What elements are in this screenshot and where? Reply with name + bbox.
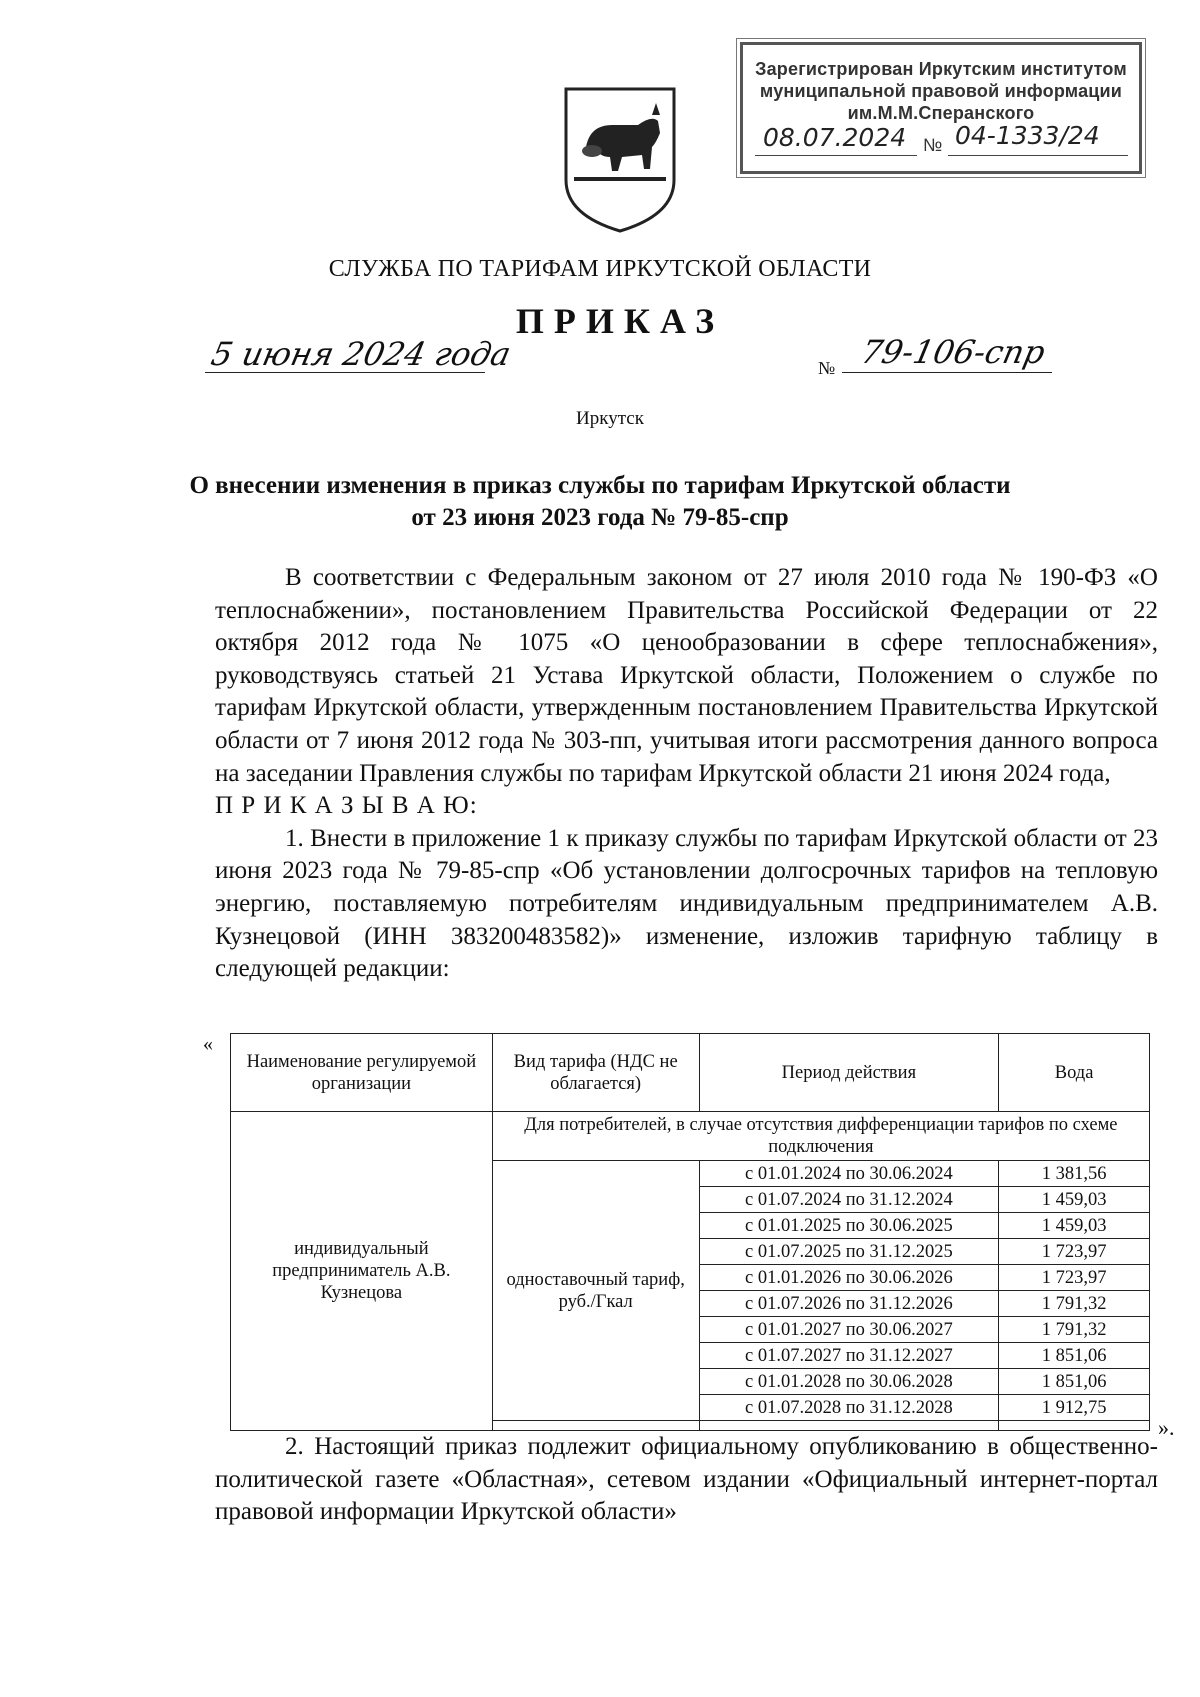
period-cell: с 01.07.2027 по 31.12.2027	[699, 1343, 999, 1369]
period-cell: с 01.01.2028 по 30.06.2028	[699, 1369, 999, 1395]
period-cell: с 01.01.2025 по 30.06.2025	[699, 1213, 999, 1239]
period-cell: с 01.07.2028 по 31.12.2028	[699, 1395, 999, 1421]
table-group-row	[231, 1112, 1150, 1161]
order-date-underline	[205, 372, 485, 373]
period-cell: с 01.07.2026 по 31.12.2026	[699, 1291, 999, 1317]
quote-open: «	[203, 1033, 213, 1055]
value-cell: 1 381,56	[999, 1161, 1150, 1187]
value-cell: 1 459,03	[999, 1213, 1150, 1239]
empty-cell	[699, 1421, 999, 1431]
table-header-row	[231, 1034, 1150, 1112]
tariff-table	[230, 1033, 1150, 1431]
value-cell: 1 459,03	[999, 1187, 1150, 1213]
period-cell: с 01.07.2025 по 31.12.2025	[699, 1239, 999, 1265]
header-water: Вода	[999, 1034, 1150, 1112]
order-date: 5 июня 2024 года	[207, 335, 515, 373]
subject-line-1: О внесении изменения в приказ службы по тарифам Иркутской области	[189, 472, 1011, 499]
empty-cell	[492, 1421, 699, 1431]
document-type: ПРИКАЗ	[515, 301, 725, 341]
preamble-paragraph: В соответствии с Федеральным законом от 27 июля 2010 года № 190-ФЗ «О теплоснабжении», постановлением Правительства Российской Федерации от 22 октября 2012 года № 1075 «О ценообразовании в сфере теплоснабжения», руководствуясь статьей 21 Устава Иркутской области, Положением о службе по тарифам Иркутской области, утвержденным постановлением Правительства Иркутской области от 7 июня 2012 года № 303-пп, учитывая итоги рассмотрения данного вопроса на заседании Правления службы по тарифам Иркутской области 21 июня 2024 года,	[215, 564, 1158, 787]
value-cell: 1 723,97	[999, 1265, 1150, 1291]
value-cell: 1 723,97	[999, 1239, 1150, 1265]
subject-line-2: от 23 июня 2023 года № 79-85-спр	[411, 504, 789, 531]
period-cell: с 01.01.2024 по 30.06.2024	[699, 1161, 999, 1187]
value-cell: 1 851,06	[999, 1343, 1150, 1369]
coat-of-arms-icon	[560, 85, 680, 235]
order-number: 79-106-спр	[857, 333, 1049, 371]
stamp-line-1: Зарегистрирован Иркутским институтом	[755, 59, 1127, 79]
value-cell: 1 851,06	[999, 1369, 1150, 1395]
stamp-line-3: им.М.М.Сперанского	[847, 103, 1035, 123]
quote-close: ».	[1158, 1415, 1175, 1440]
stamp-line-2: муниципальной правовой информации	[759, 81, 1123, 101]
order-number-underline	[842, 372, 1052, 373]
value-cell: 1 912,75	[999, 1395, 1150, 1421]
item-1-paragraph: 1. Внести в приложение 1 к приказу службы по тарифам Иркутской области от 23 июня 2023 года № 79-85-спр «Об установлении долгосрочных тарифов на тепловую энергию, поставляемую потребителям индивидуальным предпринимателем А.В. Кузнецовой (ИНН 383200483582)» изменение, изложив тарифную таблицу в следующей редакции:	[215, 824, 1158, 983]
org-name-cell: индивидуальный предприниматель А.В. Кузнецова	[231, 1112, 493, 1431]
stamp-number-underline	[948, 155, 1128, 156]
document-subject	[0, 470, 1200, 534]
header-tariff-type: Вид тарифа (НДС не облагается)	[492, 1034, 699, 1112]
stamp-number-label: №	[923, 135, 943, 155]
group-label-cell: Для потребителей, в случае отсутствия дифференциации тарифов по схеме подключения	[492, 1112, 1149, 1161]
body-text	[215, 562, 1158, 986]
period-cell: с 01.07.2024 по 31.12.2024	[699, 1187, 999, 1213]
city: Иркутск	[576, 408, 644, 429]
value-cell: 1 791,32	[999, 1291, 1150, 1317]
stamp-date-underline	[755, 155, 917, 156]
agency-name: СЛУЖБА ПО ТАРИФАМ ИРКУТСКОЙ ОБЛАСТИ	[328, 256, 872, 282]
value-cell: 1 791,32	[999, 1317, 1150, 1343]
item-2-block	[215, 1431, 1158, 1529]
order-word: П Р И К А З Ы В А Ю:	[215, 792, 478, 820]
stamp-number: 04-1333/24	[955, 121, 1100, 150]
item-2-paragraph: 2. Настоящий приказ подлежит официальному опубликованию в общественно-политической газете «Областная», сетевом издании «Официальный интернет-портал правовой информации Иркутской области»	[215, 1433, 1158, 1526]
empty-cell	[999, 1421, 1150, 1431]
period-cell: с 01.01.2026 по 30.06.2026	[699, 1265, 999, 1291]
header-period: Период действия	[699, 1034, 999, 1112]
stamp-date: 08.07.2024	[763, 123, 907, 152]
registration-stamp	[740, 42, 1142, 174]
tariff-name-cell: одноставочный тариф, руб./Гкал	[492, 1161, 699, 1421]
order-number-label: №	[818, 358, 836, 378]
header-org: Наименование регулируемой организации	[231, 1034, 493, 1112]
period-cell: с 01.01.2027 по 30.06.2027	[699, 1317, 999, 1343]
